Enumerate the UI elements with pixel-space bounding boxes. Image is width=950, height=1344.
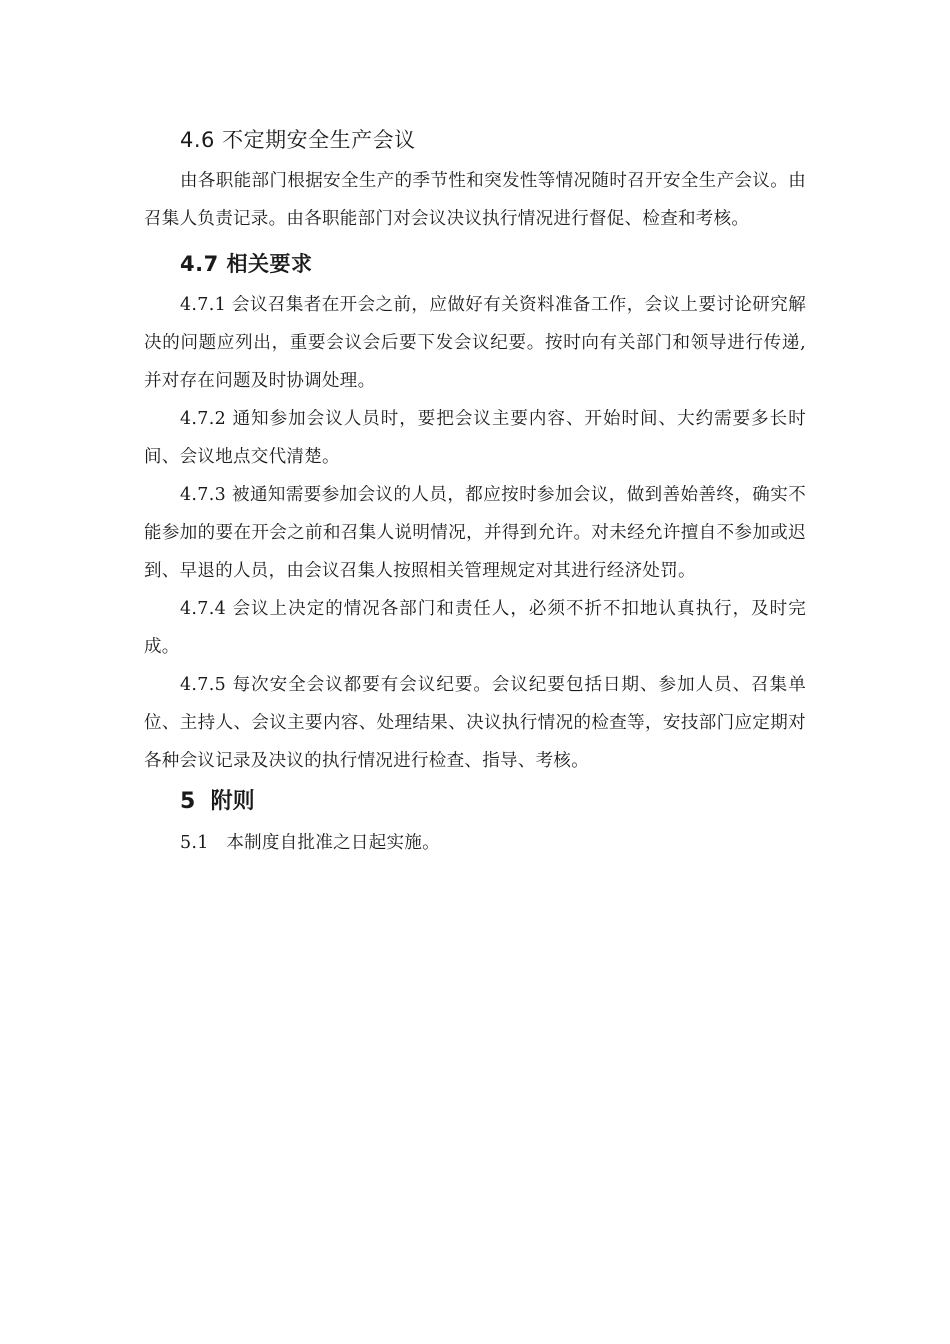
section-heading-5: 5 附则 [180, 789, 255, 814]
paragraph-4-7-2: 4.7.2 通知参加会议人员时，要把会议主要内容、开始时间、大约需要多长时间、会议地点交代清楚。 [144, 409, 806, 467]
document-page [144, 118, 806, 862]
paragraph-4-6: 由各职能部门根据安全生产的季节性和突发性等情况随时召开安全生产会议。由召集人负责记录。由各职能部门对会议决议执行情况进行督促、检查和考核。 [144, 171, 806, 229]
paragraph-4-7-4: 4.7.4 会议上决定的情况各部门和责任人，必须不折不扣地认真执行，及时完成。 [144, 599, 806, 657]
paragraph-4-7-3: 4.7.3 被通知需要参加会议的人员，都应按时参加会议，做到善始善终，确实不能参加的要在开会之前和召集人说明情况，并得到允许。对未经允许擅自不参加或迟到、早退的人员，由会议召集人按照相关管理规定对其进行经济处罚。 [144, 485, 806, 581]
section-heading-4-6: 4.6 不定期安全生产会议 [180, 128, 416, 152]
paragraph-4-7-1: 4.7.1 会议召集者在开会之前，应做好有关资料准备工作，会议上要讨论研究解决的问题应列出，重要会议会后要下发会议纪要。按时向有关部门和领导进行传递,并对存在问题及时协调处理。 [144, 295, 806, 391]
paragraph-4-7-5: 4.7.5 每次安全会议都要有会议纪要。会议纪要包括日期、参加人员、召集单位、主持人、会议主要内容、处理结果、决议执行情况的检查等，安技部门应定期对各种会议记录及决议的执行情况进行检查、指导、考核。 [144, 675, 806, 771]
section-heading-4-7: 4.7 相关要求 [180, 252, 313, 276]
paragraph-5-1: 5.1 本制度自批准之日起实施。 [180, 833, 440, 853]
